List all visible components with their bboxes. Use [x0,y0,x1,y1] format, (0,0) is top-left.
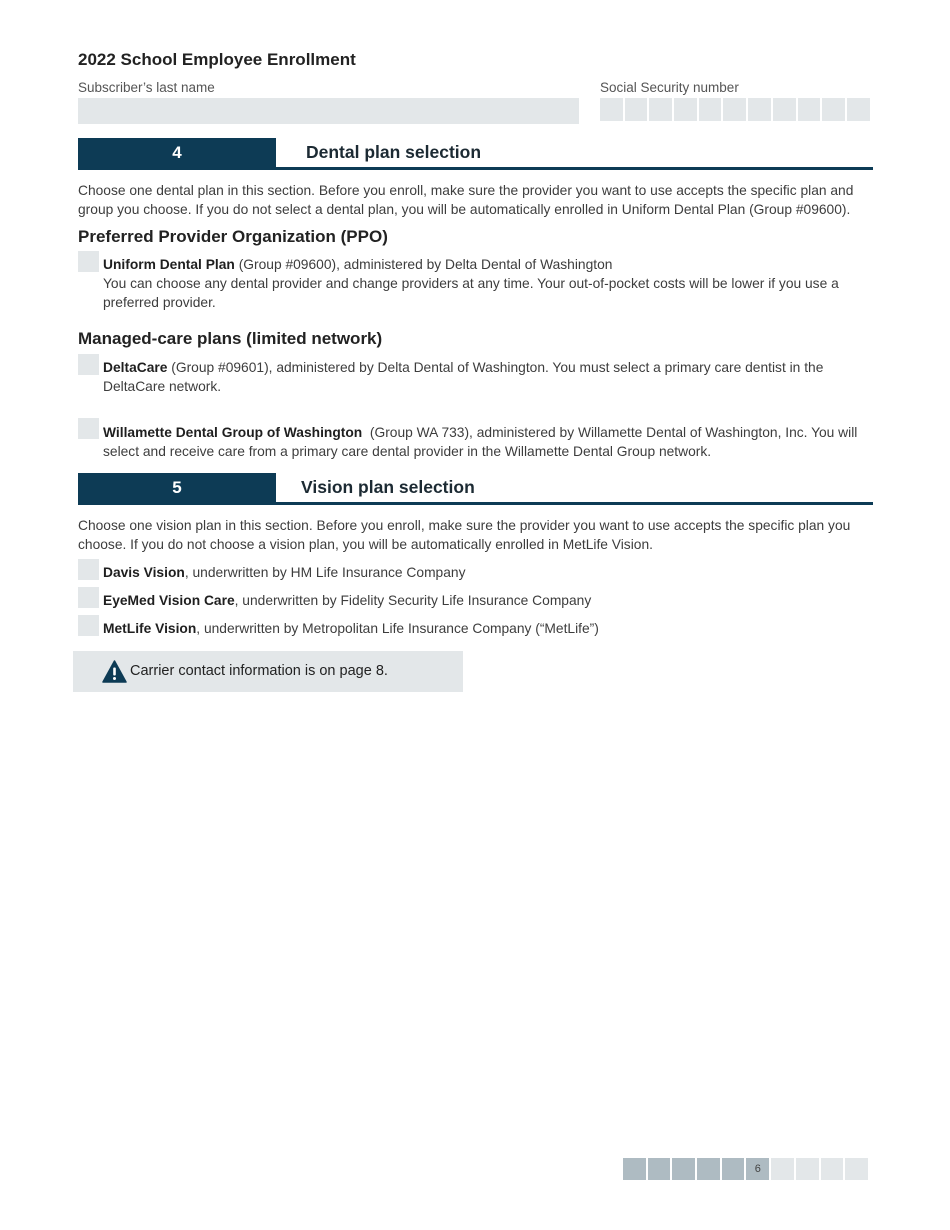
page-progress-box [796,1158,819,1180]
ssn-digit-box[interactable] [798,98,821,121]
managed-care-heading: Managed-care plans (limited network) [78,329,383,348]
willamette-checkbox[interactable] [78,418,99,439]
dental-section-number: 4 [78,138,276,167]
page-progress [623,1158,868,1180]
ssn-digit-box[interactable] [625,98,648,121]
ssn-digit-box[interactable] [723,98,746,121]
page-progress-box [623,1158,646,1180]
dental-section-header [78,138,873,170]
plan-name: Uniform Dental Plan [103,257,235,272]
plan-description: You can choose any dental provider and change providers at any time. Your out-of-pocket costs will be lower if you use a preferred provider. [103,276,839,310]
plan-detail: , underwritten by HM Life Insurance Company [184,565,466,580]
plan-name: DeltaCare [103,360,168,375]
davis-vision-checkbox[interactable] [78,559,99,580]
plan-name: EyeMed Vision Care [103,593,235,608]
page-progress-box [722,1158,745,1180]
uniform-dental-checkbox[interactable] [78,251,99,272]
davis-vision-option [103,563,873,582]
plan-detail: , underwritten by Metropolitan Life Insurance Company (“MetLife”) [196,621,599,636]
metlife-vision-option [103,619,873,638]
deltacare-checkbox[interactable] [78,354,99,375]
uniform-dental-option [103,255,873,312]
plan-detail: (Group #09600), administered by Delta Dental of Washington [234,257,613,272]
ssn-label: Social Security number [600,80,739,95]
page-progress-box [771,1158,794,1180]
willamette-option [103,423,873,461]
page-progress-box [672,1158,695,1180]
ssn-digit-box[interactable] [674,98,697,121]
ssn-digit-box[interactable] [600,98,623,121]
ppo-heading: Preferred Provider Organization (PPO) [78,227,388,246]
metlife-vision-checkbox[interactable] [78,615,99,636]
plan-name: MetLife Vision [103,621,197,636]
ssn-digit-box[interactable] [748,98,771,121]
vision-section-number: 5 [78,473,276,502]
last-name-label: Subscriber’s last name [78,80,215,95]
page-progress-box [648,1158,671,1180]
plan-name: Davis Vision [103,565,185,580]
ssn-digit-box[interactable] [699,98,722,121]
ssn-digit-box[interactable] [649,98,672,121]
eyemed-option [103,591,873,610]
deltacare-option [103,358,873,396]
carrier-note [73,651,463,692]
dental-intro: Choose one dental plan in this section. Before you enroll, make sure the provider you want to use accepts the specific plan and group you choose. If you do not select a dental plan, you will be automatically enrolled in Uniform Dental Plan (Group #09600). [78,183,854,217]
ssn-field[interactable] [600,98,870,121]
plan-name: Willamette Dental Group of Washington [103,425,363,440]
dental-section-title: Dental plan selection [306,142,482,162]
page-progress-box [845,1158,868,1180]
page-progress-box [821,1158,844,1180]
last-name-field[interactable] [78,98,579,124]
plan-detail: (Group WA 733), administered by Willamette Dental of Washington, Inc. You will select and receive care from a primary care dental provider in the Willamette Dental Group network. [103,425,862,459]
ssn-digit-box[interactable] [773,98,796,121]
vision-intro: Choose one vision plan in this section. Before you enroll, make sure the provider you want to use accepts the specific plan you choose. If you do not choose a vision plan, you will be automatically enrolled in MetLife Vision. [78,518,851,552]
ssn-digit-box[interactable] [847,98,870,121]
note-text: Carrier contact information is on page 8. [130,663,388,679]
page-progress-box [697,1158,720,1180]
document-title: 2022 School Employee Enrollment [78,50,356,69]
vision-section-header [78,473,873,505]
vision-section-title: Vision plan selection [301,477,475,497]
warning-icon [102,660,127,683]
current-page-number: 6 [746,1158,769,1180]
eyemed-checkbox[interactable] [78,587,99,608]
plan-detail: , underwritten by Fidelity Security Life Insurance Company [234,593,592,608]
plan-detail: (Group #09601), administered by Delta Dental of Washington. You must select a primary care dentist in the DeltaCare network. [103,360,824,394]
ssn-digit-box[interactable] [822,98,845,121]
